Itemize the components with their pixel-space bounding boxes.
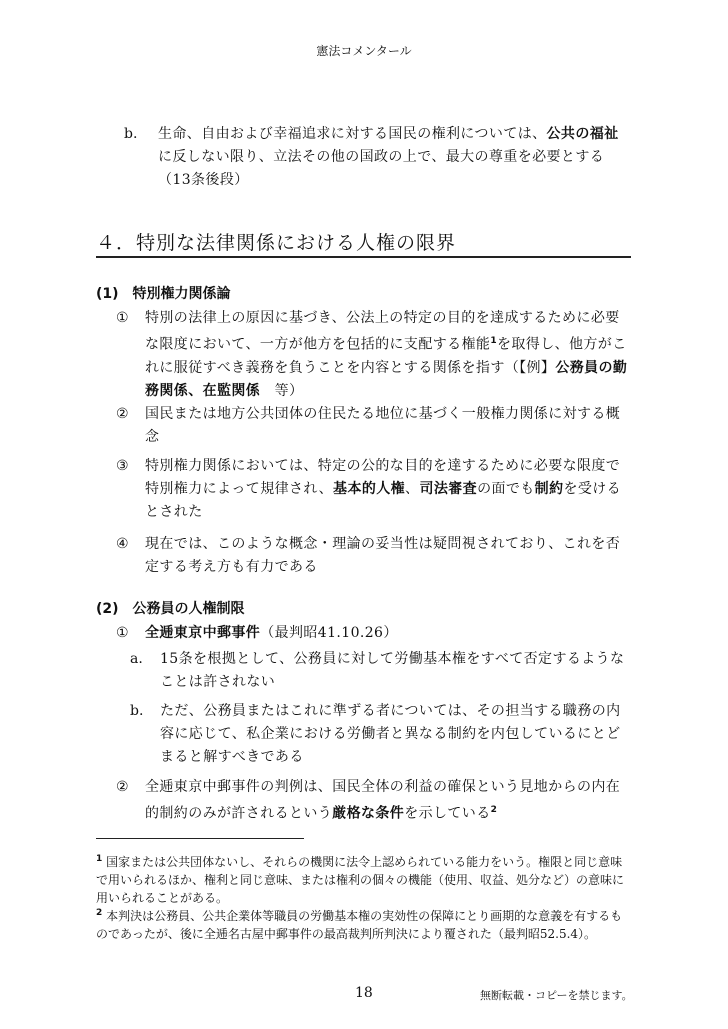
bold-term: 基本的人権 (333, 481, 406, 497)
footnote-ref: 2 (490, 805, 498, 815)
item-marker: b. (124, 126, 138, 142)
bold-term: 公務員の勤務関係、在監関係 (145, 359, 628, 399)
paragraph-item-2: 国民または地方公共団体の住民たる地位に基づく一般権力関係に対する概念 (145, 406, 621, 445)
paragraph-item-1: 特別の法律上の原因に基づき、公法上の特定の目的を達成するために必要な限度において、一方が他方を包括的に支配する権能$^1$を取得し、他方がこれに服従すべき義務を負うことを内容とする関係を指す（【例】公務員の勤務関係、在監関係 等） (145, 310, 628, 399)
footnote-2: $^2$ 本判決は公務員、公共企業体等職員の労働基本権の実効性の保障にとり画期的な意義を有するものであったが、後に全逓名古屋中郵事件の最高裁判所判決により覆された（最判昭52.5.4）。 (96, 908, 623, 941)
copyright-notice: 無断転載・コピーを禁じます。 (480, 989, 633, 1002)
paragraph-item-2b: 全逓東京中郵事件の判例は、国民全体の利益の確保という見地からの内在的制約のみが許されるという厳格な条件を示している$^2$ (145, 779, 621, 822)
item-marker: a. (130, 651, 143, 667)
bold-term: 厳格な条件 (332, 805, 405, 822)
paragraph-item-4: 現在では、このような概念・理論の妥当性は疑問視されており、これを否定する考え方も有力である (145, 536, 621, 575)
paragraph-item-3: 特別権力関係においては、特定の公的な目的を達するために必要な限度で特別権力によって規律され、基本的人権、司法審査の面でも制約を受けるとされた (145, 458, 622, 520)
running-header: 憲法コメンタール (316, 44, 412, 58)
item-marker: ① (116, 310, 129, 326)
section-heading: ４．特別な法律関係における人権の限界 (96, 232, 457, 254)
footnote-divider (96, 838, 304, 839)
section-underline (96, 256, 631, 258)
item-marker: ② (116, 779, 129, 795)
item-marker: ① (116, 625, 129, 641)
paragraph-item-b2: ただ、公務員またはこれに準ずる者については、その担当する職務の内容に応じて、私企業における労働者と異なる制約を内包しているにとどまると解すべきである (160, 703, 621, 765)
paragraph-case: 全逓東京中郵事件（最判昭41.10.26） (145, 625, 398, 641)
item-marker: ③ (116, 458, 129, 474)
paragraph-item-b: 生命、自由および幸福追求に対する国民の権利については、公共の福祉に反しない限り、立法その他の国政の上で、最大の尊重を必要とする（13条後段） (158, 126, 619, 188)
item-marker: ② (116, 406, 129, 422)
subheading-2: (2) 公務員の人権制限 (96, 601, 245, 617)
bold-term: 制約 (534, 481, 564, 497)
bold-term: 司法審査 (419, 481, 478, 497)
item-marker: b. (130, 703, 144, 719)
subheading-1: (1) 特別権力関係論 (96, 286, 231, 302)
paragraph-item-a: 15条を根拠として、公務員に対して労働基本権をすべて否定するようなことは許されない (160, 651, 625, 690)
bold-term: 全逓東京中郵事件 (145, 625, 261, 641)
footnote-ref: 1 (490, 336, 497, 346)
footnote-number: 1 (96, 854, 103, 864)
bold-term: 公共の福祉 (546, 126, 619, 142)
footnote-1: $^1$ 国家または公共団体ないし、それらの機関に法令上認められている能力をいう。権限と同じ意味で用いられるほか、権利と同じ意味、または権利の個々の機能（使用、収益、処分など）の意味に用いられることがある。 (96, 854, 625, 905)
footnote-number: 2 (96, 908, 103, 918)
page-number: 18 (355, 985, 373, 1001)
item-marker: ④ (116, 536, 129, 552)
